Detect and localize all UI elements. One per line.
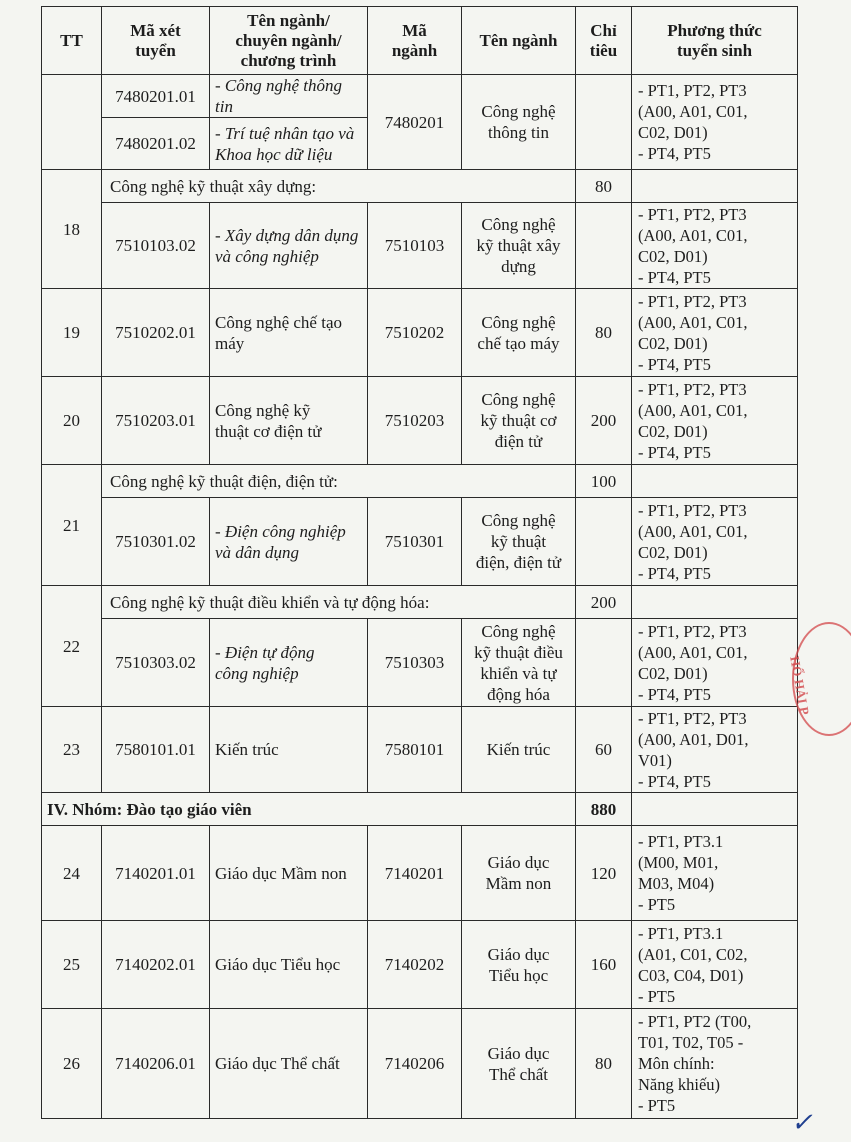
quota-cell: 60	[576, 707, 632, 793]
major-code-cell: 7580101	[368, 707, 462, 793]
code-cell: 7510303.02	[102, 619, 210, 707]
quota-cell	[576, 203, 632, 289]
tt-cell: 19	[42, 289, 102, 377]
major-code-cell: 7510103	[368, 203, 462, 289]
group-title: Công nghệ kỹ thuật điều khiển và tự động hóa:	[102, 586, 576, 619]
program-name-cell: - Điện công nghiệp và dân dụng	[210, 498, 368, 586]
program-name-cell: Giáo dục Thể chất	[210, 1009, 368, 1119]
section-row	[42, 793, 798, 826]
method-cell: - PT1, PT2, PT3 (A00, A01, C01, C02, D01) - PT4, PT5	[632, 289, 798, 377]
major-code-cell: 7480201	[368, 75, 462, 170]
code-cell: 7580101.01	[102, 707, 210, 793]
program-name-cell: Kiến trúc	[210, 707, 368, 793]
method-cell: - PT1, PT2, PT3 (A00, A01, C01, C02, D01) - PT4, PT5	[632, 203, 798, 289]
admissions-table	[41, 6, 798, 1119]
method-cell	[632, 170, 798, 203]
table-row	[42, 826, 798, 921]
code-cell: 7140206.01	[102, 1009, 210, 1119]
major-name-cell: Công nghệ chế tạo máy	[462, 289, 576, 377]
method-cell: - PT1, PT2, PT3 (A00, A01, C01, C02, D01) - PT4, PT5	[632, 377, 798, 465]
group-title: Công nghệ kỹ thuật điện, điện tử:	[102, 465, 576, 498]
code-cell: 7510301.02	[102, 498, 210, 586]
code-cell: 7510202.01	[102, 289, 210, 377]
major-name-cell: Kiến trúc	[462, 707, 576, 793]
major-code-cell: 7140201	[368, 826, 462, 921]
method-cell	[632, 793, 798, 826]
method-cell: - PT1, PT2, PT3 (A00, A01, C01, C02, D01) - PT4, PT5	[632, 619, 798, 707]
code-cell: 7140202.01	[102, 921, 210, 1009]
program-name-cell: - Trí tuệ nhân tạo và Khoa học dữ liệu	[210, 118, 368, 170]
quota-cell	[576, 498, 632, 586]
header-ma-nganh: Mã ngành	[368, 7, 462, 75]
group-quota: 200	[576, 586, 632, 619]
tt-cell: 20	[42, 377, 102, 465]
table-row	[42, 707, 798, 793]
header-ten-nganh: Tên ngành	[462, 7, 576, 75]
code-cell: 7480201.01	[102, 75, 210, 118]
major-code-cell: 7140202	[368, 921, 462, 1009]
table-row	[42, 921, 798, 1009]
section-quota: 880	[576, 793, 632, 826]
tt-cell: 21	[42, 465, 102, 586]
table-row	[42, 498, 798, 586]
table-row	[42, 203, 798, 289]
seal-text: HỔ HẢI P	[787, 655, 813, 716]
table-row	[42, 75, 798, 118]
tt-cell: 25	[42, 921, 102, 1009]
pen-mark-icon: ✓	[791, 1108, 813, 1137]
method-cell	[632, 465, 798, 498]
method-cell: - PT1, PT2, PT3 (A00, A01, C01, C02, D01) - PT4, PT5	[632, 75, 798, 170]
major-code-cell: 7510303	[368, 619, 462, 707]
table-row	[42, 1009, 798, 1119]
tt-cell: 18	[42, 170, 102, 289]
section-title: IV. Nhóm: Đào tạo giáo viên	[42, 793, 576, 826]
code-cell: 7510103.02	[102, 203, 210, 289]
code-cell: 7140201.01	[102, 826, 210, 921]
method-cell: - PT1, PT2, PT3 (A00, A01, D01, V01) - PT4, PT5	[632, 707, 798, 793]
quota-cell: 200	[576, 377, 632, 465]
group-row	[42, 586, 798, 619]
quota-cell: 160	[576, 921, 632, 1009]
program-name-cell: - Điện tự động công nghiệp	[210, 619, 368, 707]
quota-cell	[576, 619, 632, 707]
quota-cell: 120	[576, 826, 632, 921]
method-cell: - PT1, PT3.1 (M00, M01, M03, M04) - PT5	[632, 826, 798, 921]
program-name-cell: Công nghệ kỹ thuật cơ điện tử	[210, 377, 368, 465]
header-row	[42, 7, 798, 75]
group-quota: 80	[576, 170, 632, 203]
quota-cell	[576, 75, 632, 170]
major-code-cell: 7510301	[368, 498, 462, 586]
method-cell	[632, 586, 798, 619]
header-phuong-thuc: Phương thức tuyển sinh	[632, 7, 798, 75]
tt-cell	[42, 75, 102, 170]
method-cell: - PT1, PT3.1 (A01, C01, C02, C03, C04, D01) - PT5	[632, 921, 798, 1009]
group-title: Công nghệ kỹ thuật xây dựng:	[102, 170, 576, 203]
program-name-cell: - Công nghệ thông tin	[210, 75, 368, 118]
quota-cell: 80	[576, 289, 632, 377]
program-name-cell: - Xây dựng dân dụng và công nghiệp	[210, 203, 368, 289]
program-name-cell: Công nghệ chế tạo máy	[210, 289, 368, 377]
header-chi-tieu: Chỉ tiêu	[576, 7, 632, 75]
group-row	[42, 170, 798, 203]
major-code-cell: 7510202	[368, 289, 462, 377]
table-row	[42, 289, 798, 377]
header-ma-xet-tuyen: Mã xét tuyển	[102, 7, 210, 75]
group-row	[42, 465, 798, 498]
tt-cell: 24	[42, 826, 102, 921]
method-cell: - PT1, PT2 (T00, T01, T02, T05 - Môn chính: Năng khiếu) - PT5	[632, 1009, 798, 1119]
quota-cell: 80	[576, 1009, 632, 1119]
code-cell: 7510203.01	[102, 377, 210, 465]
major-code-cell: 7510203	[368, 377, 462, 465]
code-cell: 7480201.02	[102, 118, 210, 170]
program-name-cell: Giáo dục Tiểu học	[210, 921, 368, 1009]
header-ten-nganh-chuong-trinh: Tên ngành/ chuyên ngành/ chương trình	[210, 7, 368, 75]
table-row	[42, 377, 798, 465]
table-row	[42, 619, 798, 707]
tt-cell: 23	[42, 707, 102, 793]
major-name-cell: Giáo dục Mầm non	[462, 826, 576, 921]
major-name-cell: Công nghệ thông tin	[462, 75, 576, 170]
group-quota: 100	[576, 465, 632, 498]
major-name-cell: Công nghệ kỹ thuật điện, điện tử	[462, 498, 576, 586]
major-name-cell: Công nghệ kỹ thuật điều khiển và tự động hóa	[462, 619, 576, 707]
header-tt: TT	[42, 7, 102, 75]
program-name-cell: Giáo dục Mầm non	[210, 826, 368, 921]
tt-cell: 22	[42, 586, 102, 707]
tt-cell: 26	[42, 1009, 102, 1119]
method-cell: - PT1, PT2, PT3 (A00, A01, C01, C02, D01) - PT4, PT5	[632, 498, 798, 586]
major-code-cell: 7140206	[368, 1009, 462, 1119]
major-name-cell: Giáo dục Thể chất	[462, 1009, 576, 1119]
major-name-cell: Công nghệ kỹ thuật cơ điện tử	[462, 377, 576, 465]
major-name-cell: Công nghệ kỹ thuật xây dựng	[462, 203, 576, 289]
major-name-cell: Giáo dục Tiểu học	[462, 921, 576, 1009]
